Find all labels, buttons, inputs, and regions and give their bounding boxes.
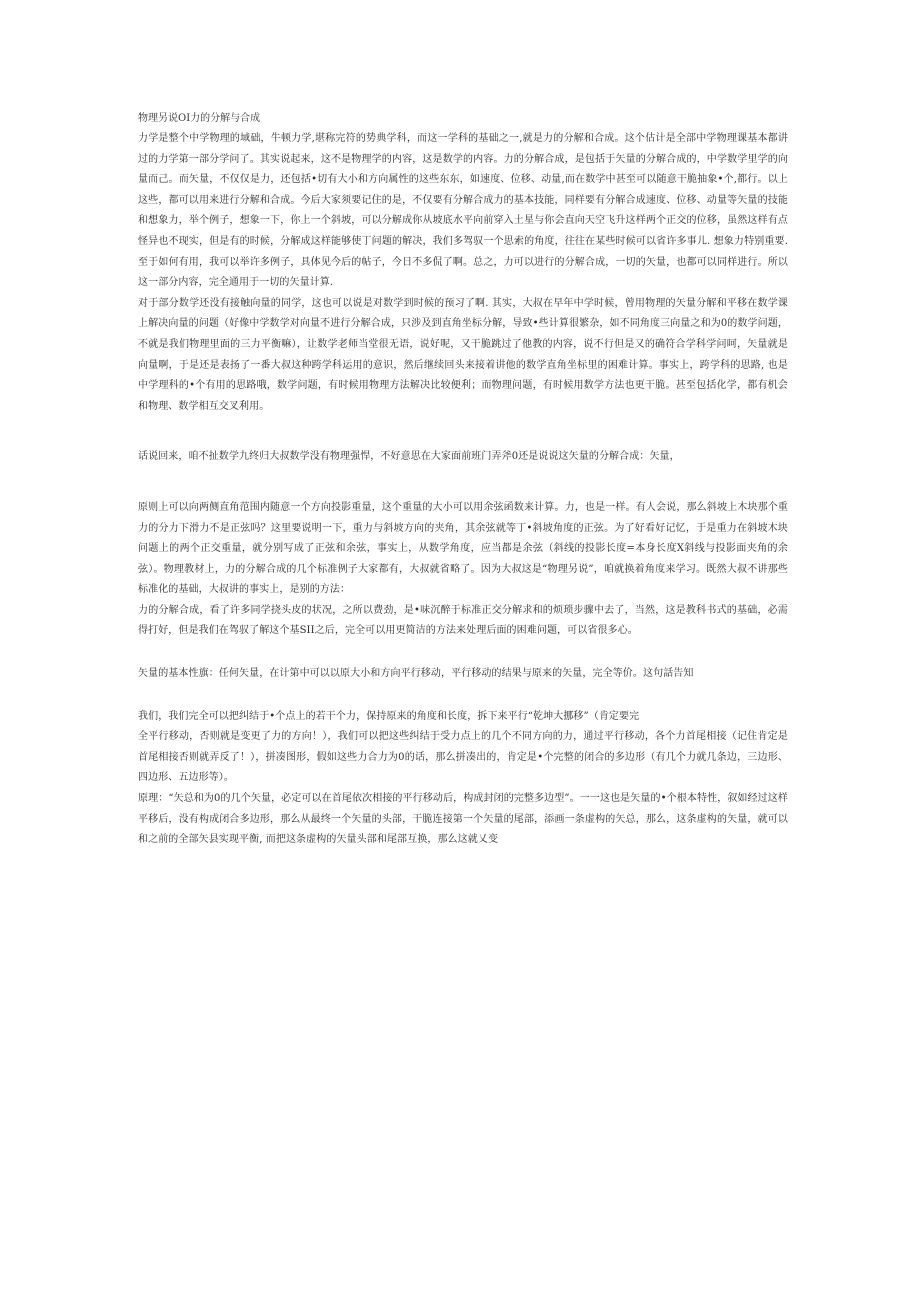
paragraph-2: 对于部分数学还没有接触向量的同学，这也可以说是对数学到时候的预习了啊. 其实，大叔在早年中学时候，曾用物理的矢量分解和平移在数学课上解决向量的问题（好像中学数学对向量不进行分解合成，只涉及到直角坐标分解，导致•些计算很繁杂，如不同角度三向量之和为0的数学问题，不就是我们物理里面的三力平衡嘛），让数学老师当堂很无语，说好呢，又干脆跳过了他教的内容，说不行但是又的确符合学科学问呵，矢量就是向量啊，于是还是表扬了一番大叔这种跨学科运用的意识，然后继续回头来接着讲他的数学直角坐标里的困难计算。事实上，跨学科的思路, 也是中学理科的•个有用的思路哦，数学问题，有时候用物理方法解决比较便利；而物理问题，有时候用数学方法也更干脆。甚至包括化学，都有机会和物理、数学相互交叉利用。 [138, 297, 788, 412]
paragraph-9: 原理：“矢总和为0的几个矢量，必定可以在首尾依次相接的平行移动后，构成封闭的完整多边型”。一一这也是矢量的•个根本特性，叙如经过这样平移后，没有构成闭合多边形，那么从最终一个矢量的头部，干脆连接第一个矢量的尾部，添画一条虚构的矢总，那么，这条虚构的矢量，就可以和之前的全部矢县实现平衡, 而把这条虚构的矢量头部和尾部互换，那么这就乂变 [138, 793, 788, 846]
paragraph-6: 矢量的基本性旗：任何矢量，在计第中可以以原大小和方向平行移动，平行移动的结果与原来的矢量，完全等价。这句話告知 [138, 668, 694, 680]
paragraph-1: 力学是整个中学物理的域础，牛顿力学,堪称完符的势典学科，而这一学科的基础之一,就是力的分解和合成。这个估计是全部中学物理课基本都讲过的力学第一部分学问了。其实说起来，这不是物理学的内容，这是数学的内容。力的分解合成，是包括于矢量的分解合成的，中学数学里学的向量而己。而矢量，不仅仅是力，还包括•切有大小和方向属性的这些东东，如速度、位移、动量,而在数学中甚至可以随意干脆抽象•个,都行。以上这些，都可以用来进行分解和合成。今后大家须要记住的是，不仅要有分解合成力的基本技能，同样要有分解合成速度、位移、动量等矢量的技能和想象力，举个例子，想象一下，你上一个斜坡，可以分解成你从坡底水平向前穿入土星与你会直向天空飞升这样两个正交的位移，虽然这样有点怪异也不现实，但是有的时候，分解成这样能够使丁问题的解决，我们多驾驭一个思索的角度，往往在某些时候可以省许多事儿. 想象力特别重要.至于如何有用，我可以举许多例子，具体见今后的帖子，今日不多侃了啊。总之，力可以进行的分解合成，一切的矢量，也都可以同样进行。所以这一部分内容，完全通用于一切的矢量计算. [138, 133, 788, 289]
paragraph-5: 力的分解合成，看了许多同学挠头皮的状况，之所以费劲，是•味沉醉于标准正交分解求和的烦琐步骤中去了，当然，这是教科书式的基础，必需得打好，但是我们在驾驭了解这个基SII之后，完全可以用更简洁的方法来处理后面的困难问题，可以省很多心。 [138, 604, 788, 637]
paragraph-4: 原则上可以向两侧直角范围内随意一个方向投影重量，这个重量的大小可以用余弦函数来计算。力，也是一样。有人会说，那么斜坡上木块那个重力的分力下滑力不是正弦吗？这里要说明一下，重力与斜坡方向的夹角，其余弦就等丁•斜坡角度的正弦。为了好看好记忆，于是重力在斜坡木块问题上的两个正交重量，就分别写成了正弦和余弦，事实上，从数学角度，应当都是余弦（斜线的投影长度=本身长度X斜线与投影面夹角的余弦）。物理教材上，力的分解合成的几个标准例子大家都有，大叔就省略了。因为大叔这是“物理另说”，咱就换着角度来学习。既然大叔不讲那些标准化的基础，大叔讲的事实上，是别的方法： [138, 501, 788, 596]
paragraph-8: 全平行移动，否则就是变更了力的方向！），我们可以把这些纠结于受力点上的几个不同方向的力，通过平行移动，各个力首尾相接（记住肯定是首尾相接否则就弄反了！），拼凑图形，假如这些力合力为0的话，那么拼凑出的，肯定是•个完整的闭合的多边形（有几个力就几条边，三边形、四边形、五边形等）。 [138, 731, 788, 784]
paragraph-7: 我们，我们完全可以把纠结于•个点上的若干个力，保持原来的角度和长度，拆下来平行“乾坤大挪移”（肯定要完 [138, 710, 640, 722]
document-title: 物理另说OI力的分解与合成 [138, 113, 261, 124]
document-body [138, 109, 788, 851]
paragraph-3: 话说回来，咱不扯数学九终归大叔数学没有物理强悍，不好意思在大家面前班门弄斧0还是说说这矢量的分解合成：矢量， [138, 451, 680, 463]
